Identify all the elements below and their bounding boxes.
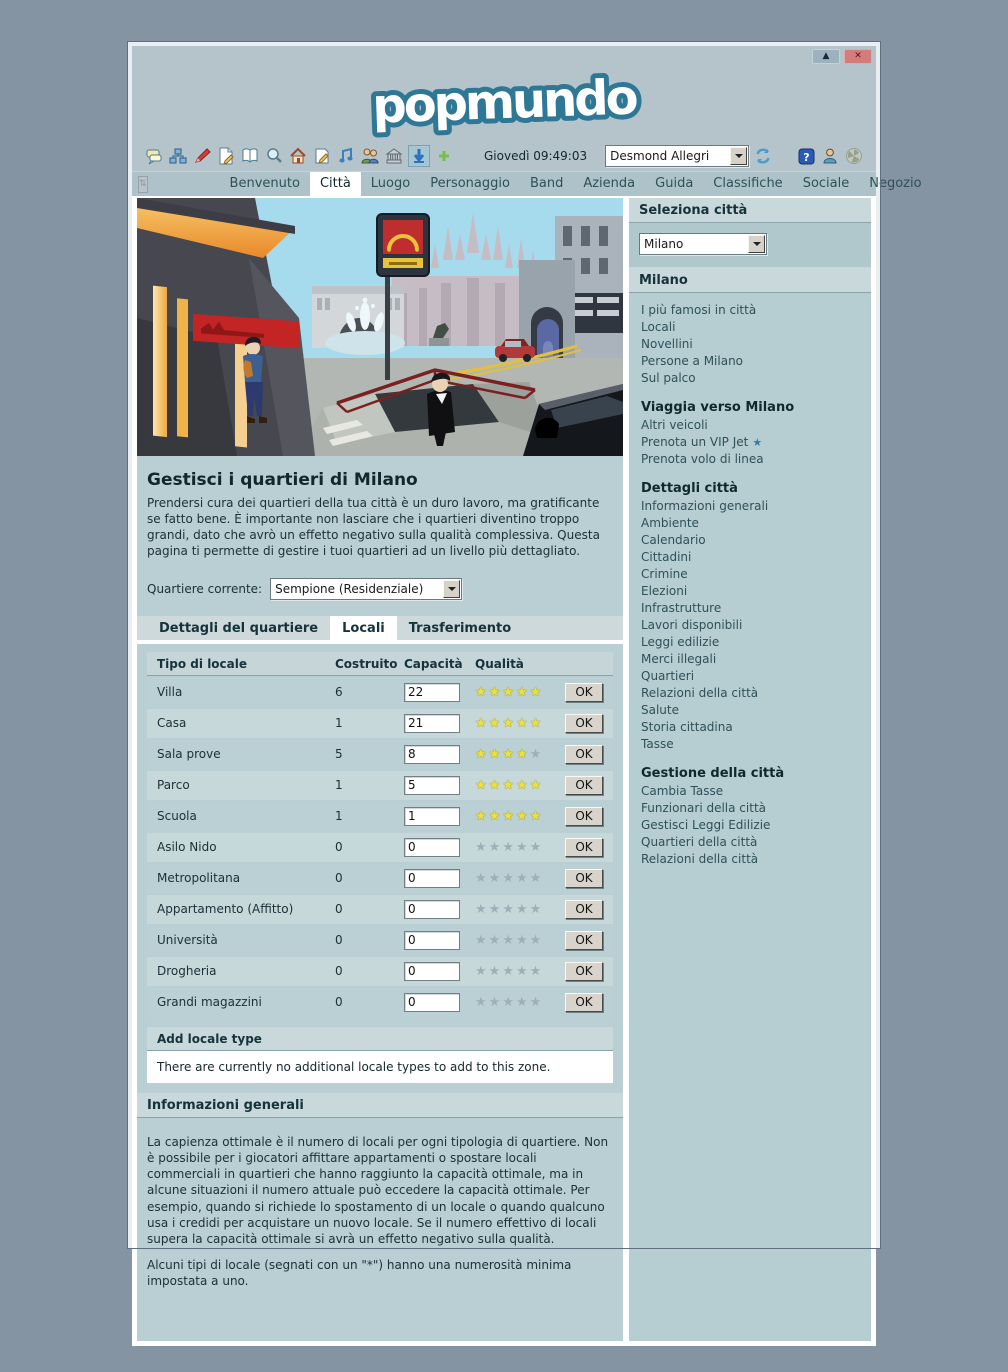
locale-table	[147, 652, 613, 1017]
sidebar-link-persone-a-milano[interactable]: Persone a Milano	[641, 353, 744, 368]
document-icon[interactable]	[216, 146, 236, 166]
quality-stars	[475, 717, 564, 730]
sidebar-link-funzionari-della-città[interactable]: Funzionari della città	[641, 800, 767, 815]
nav-tab-benvenuto[interactable]: Benvenuto	[229, 176, 300, 191]
nav-tab-personaggio[interactable]: Personaggio	[430, 176, 510, 191]
built-count: 0	[335, 964, 343, 979]
built-count: 5	[335, 747, 343, 762]
star-empty-icon: ★	[488, 901, 503, 917]
star-filled-icon: ★	[502, 715, 516, 731]
tab-trasferimento[interactable]: Trasferimento	[408, 620, 512, 636]
locale-row	[147, 864, 613, 893]
star-empty-icon: ★	[488, 870, 503, 886]
quality-stars	[475, 903, 564, 916]
ok-button[interactable]: OK	[565, 683, 603, 702]
city-title: Milano	[629, 268, 871, 293]
sidebar-link-salute[interactable]: Salute	[641, 702, 679, 717]
tab-dettagli-del-quartiere[interactable]: Dettagli del quartiere	[159, 620, 319, 636]
star-empty-icon: ★	[529, 870, 544, 886]
star-empty-icon: ★	[502, 839, 516, 855]
star-filled-icon: ★	[488, 746, 503, 762]
capacity-input[interactable]	[404, 931, 460, 950]
star-empty-icon: ★	[475, 901, 489, 917]
capacity-input[interactable]	[404, 807, 460, 826]
star-empty-icon: ★	[475, 932, 489, 948]
info-paragraph: La capienza ottimale è il numero di locali per ogni tipologia di quartiere. Non è possibile per i giocatori affittare appartamenti o spostare locali commerciali in quartieri che hanno raggiunto la capacità ottimale, ma in alcune situazioni il numero attuale può eccedere la capacità ottimale. Per esempio, quando si richiede lo spostamento di un locale o quando qualcuno usa i credidi per acquistare un nuovo locale. Se il numero effettivo di locali supera la capacità ottimale si avrà un effetto negativo sulla qualità.	[147, 1134, 609, 1246]
quality-stars	[475, 810, 564, 823]
district-select[interactable]	[270, 578, 462, 600]
sidebar-link-sul-palco[interactable]: Sul palco	[641, 370, 696, 385]
compose-icon[interactable]	[312, 146, 332, 166]
built-count: 0	[335, 871, 343, 886]
add-icon[interactable]	[434, 146, 454, 166]
intro-text: Prendersi cura dei quartieri della tua città è un duro lavoro, ma gratificante se fatto bene. È importante non lasciare che i quartieri diventino troppo grandi, dato che avrò un effetto negativo sulla qualità complessiva. Questa pagina ti permette di gestire i tuoi quartieri ad un livello più dettagliato.	[147, 496, 600, 558]
character-select-value: Desmond Allegri	[610, 149, 710, 163]
sidebar	[629, 198, 871, 1341]
sidebar-link-altri-veicoli[interactable]: Altri veicoli	[641, 417, 708, 432]
star-filled-icon: ★	[515, 746, 530, 762]
locale-type-label: Scuola	[157, 809, 197, 824]
ok-button[interactable]: OK	[565, 869, 603, 888]
star-filled-icon: ★	[488, 684, 503, 700]
star-empty-icon: ★	[515, 870, 530, 886]
vip-star-icon: ★	[752, 435, 763, 449]
quality-stars	[475, 934, 564, 947]
nav-bar	[132, 171, 922, 196]
locale-type-label: Villa	[157, 685, 183, 700]
capacity-input[interactable]	[404, 900, 460, 919]
city-select[interactable]	[639, 233, 767, 255]
page-title: Gestisci i quartieri di Milano	[147, 470, 418, 490]
district-label: Quartiere corrente:	[147, 581, 263, 596]
quality-stars	[475, 996, 564, 1009]
quality-stars	[475, 841, 564, 854]
locale-type-label: Sala prove	[157, 747, 221, 762]
ok-button[interactable]: OK	[565, 714, 603, 733]
sidebar-link-storia-cittadina[interactable]: Storia cittadina	[641, 719, 733, 734]
city-illustration	[137, 198, 623, 456]
star-filled-icon: ★	[488, 777, 503, 793]
star-empty-icon: ★	[515, 932, 530, 948]
star-empty-icon: ★	[515, 963, 530, 979]
star-filled-icon: ★	[515, 684, 530, 700]
sidebar-section-title: Gestione della città	[641, 766, 785, 781]
locale-type-label: Drogheria	[157, 964, 217, 979]
quality-stars	[475, 686, 564, 699]
sidebar-link-prenota-un-vip-jet[interactable]: Prenota un VIP Jet ★	[641, 434, 763, 449]
star-empty-icon: ★	[529, 839, 544, 855]
star-empty-icon: ★	[488, 963, 503, 979]
ok-button[interactable]: OK	[565, 745, 603, 764]
info-title: Informazioni generali	[137, 1093, 623, 1118]
search-icon[interactable]	[264, 146, 284, 166]
ok-button[interactable]: OK	[565, 962, 603, 981]
built-count: 1	[335, 809, 343, 824]
nav-tab-luogo[interactable]: Luogo	[370, 176, 411, 191]
chevron-down-icon	[443, 580, 460, 598]
sidebar-link-i-più-famosi-in-città[interactable]: I più famosi in città	[641, 302, 757, 317]
sidebar-link-merci-illegali[interactable]: Merci illegali	[641, 651, 717, 666]
star-empty-icon: ★	[488, 932, 503, 948]
capacity-input[interactable]	[404, 869, 460, 888]
nav-tab-guida[interactable]: Guida	[655, 176, 694, 191]
chevron-down-icon	[730, 147, 747, 165]
locale-type-label: Metropolitana	[157, 871, 241, 886]
person-icon[interactable]	[820, 146, 840, 166]
download-icon[interactable]	[408, 145, 430, 167]
locale-row	[147, 802, 613, 831]
star-empty-icon: ★	[529, 901, 544, 917]
sidebar-section-title: Viaggia verso Milano	[641, 400, 795, 415]
locale-type-label: Appartamento (Affitto)	[157, 902, 294, 917]
svg-text:?: ?	[802, 150, 810, 164]
add-locale-title: Add locale type	[147, 1027, 613, 1051]
sidebar-link-infrastrutture[interactable]: Infrastrutture	[641, 600, 722, 615]
capacity-input[interactable]	[404, 838, 460, 857]
star-filled-icon: ★	[502, 777, 516, 793]
star-empty-icon: ★	[502, 932, 516, 948]
ok-button[interactable]: OK	[565, 807, 603, 826]
col-quality: Qualità	[475, 656, 524, 671]
capacity-input[interactable]	[404, 714, 460, 733]
built-count: 1	[335, 778, 343, 793]
titlebar	[132, 46, 876, 67]
info-text	[137, 1118, 623, 1290]
ok-button[interactable]: OK	[565, 900, 603, 919]
add-locale-message: There are currently no additional locale types to add to this zone.	[147, 1051, 613, 1083]
star-empty-icon: ★	[502, 901, 516, 917]
star-empty-icon: ★	[529, 746, 544, 762]
sidebar-link-novellini[interactable]: Novellini	[641, 336, 693, 351]
capacity-input[interactable]	[404, 776, 460, 795]
star-filled-icon: ★	[515, 715, 530, 731]
locale-table-header	[147, 652, 613, 676]
star-empty-icon: ★	[475, 963, 489, 979]
built-count: 1	[335, 716, 343, 731]
locale-type-label: Casa	[157, 716, 187, 731]
sidebar-link-relazioni-della-città[interactable]: Relazioni della città	[641, 851, 759, 866]
locale-row	[147, 740, 613, 769]
select-city-title: Seleziona città	[629, 198, 871, 223]
sidebar-link-prenota-volo-di-linea[interactable]: Prenota volo di linea	[641, 451, 764, 466]
nav-tab-sociale[interactable]: Sociale	[802, 176, 850, 191]
sidebar-link-cambia-tasse[interactable]: Cambia Tasse	[641, 783, 724, 798]
star-empty-icon: ★	[488, 839, 503, 855]
nav-tab-città[interactable]: Città	[310, 172, 361, 196]
locale-row	[147, 771, 613, 800]
capacity-input[interactable]	[404, 745, 460, 764]
star-empty-icon: ★	[475, 839, 489, 855]
toolbar	[132, 141, 876, 171]
music-note-icon[interactable]	[336, 146, 356, 166]
minimize-button[interactable]: ▲	[812, 49, 840, 64]
locale-tab-bar	[137, 616, 623, 644]
sidebar-link-locali[interactable]: Locali	[641, 319, 676, 334]
red-pen-icon[interactable]	[192, 146, 212, 166]
refresh-icon[interactable]	[753, 146, 773, 166]
popmundo-logo	[324, 68, 684, 140]
add-locale-box	[147, 1027, 613, 1083]
star-filled-icon: ★	[475, 746, 489, 762]
people-icon[interactable]	[360, 146, 380, 166]
quality-stars	[475, 779, 564, 792]
main-panel	[137, 198, 623, 1341]
col-capacity: Capacità	[404, 656, 463, 671]
sidebar-link-quartieri-della-città[interactable]: Quartieri della città	[641, 834, 758, 849]
sidebar-link-tasse[interactable]: Tasse	[641, 736, 674, 751]
sidebar-link-relazioni-della-città[interactable]: Relazioni della città	[641, 685, 759, 700]
nav-tab-azienda[interactable]: Azienda	[583, 176, 636, 191]
district-select-value: Sempione (Residenziale)	[275, 581, 424, 596]
character-select[interactable]	[605, 145, 749, 167]
star-filled-icon: ★	[529, 715, 544, 731]
star-filled-icon: ★	[502, 808, 516, 824]
locale-row	[147, 678, 613, 707]
star-filled-icon: ★	[475, 715, 489, 731]
sidebar-link-crimine[interactable]: Crimine	[641, 566, 688, 581]
chevron-down-icon	[748, 235, 765, 253]
star-filled-icon: ★	[475, 777, 489, 793]
locale-type-label: Grandi magazzini	[157, 995, 262, 1010]
sidebar-link-leggi-edilizie[interactable]: Leggi edilizie	[641, 634, 720, 649]
nav-tab-band[interactable]: Band	[529, 176, 564, 191]
star-empty-icon: ★	[475, 994, 489, 1010]
star-empty-icon: ★	[502, 994, 516, 1010]
star-filled-icon: ★	[502, 684, 516, 700]
capacity-input[interactable]	[404, 993, 460, 1012]
sidebar-section-title: Dettagli città	[641, 481, 738, 496]
quality-stars	[475, 872, 564, 885]
star-empty-icon: ★	[515, 901, 530, 917]
star-filled-icon: ★	[529, 777, 544, 793]
locale-row	[147, 957, 613, 986]
sidebar-link-informazioni-generali[interactable]: Informazioni generali	[641, 498, 769, 513]
star-filled-icon: ★	[475, 684, 489, 700]
star-filled-icon: ★	[502, 746, 516, 762]
info-paragraph: Alcuni tipi di locale (segnati con un "*") hanno una numerosità minima impostata a uno.	[147, 1258, 572, 1289]
ok-button[interactable]: OK	[565, 931, 603, 950]
close-button[interactable]: ✕	[844, 49, 872, 64]
sidebar-link-lavori-disponibili[interactable]: Lavori disponibili	[641, 617, 743, 632]
home-icon[interactable]	[288, 146, 308, 166]
star-empty-icon: ★	[488, 994, 503, 1010]
nav-tab-negozio[interactable]: Negozio	[869, 176, 922, 191]
quality-stars	[475, 965, 564, 978]
tab-locali[interactable]: Locali	[330, 616, 397, 640]
locale-type-label: Parco	[157, 778, 190, 793]
locale-row	[147, 709, 613, 738]
book-icon[interactable]	[240, 146, 260, 166]
sidebar-link-calendario[interactable]: Calendario	[641, 532, 706, 547]
star-filled-icon: ★	[515, 808, 530, 824]
ok-button[interactable]: OK	[565, 776, 603, 795]
star-filled-icon: ★	[515, 777, 530, 793]
star-filled-icon: ★	[475, 808, 489, 824]
star-empty-icon: ★	[515, 839, 530, 855]
star-empty-icon: ★	[529, 932, 544, 948]
sidebar-link-gestisci-leggi-edilizie[interactable]: Gestisci Leggi Edilizie	[641, 817, 771, 832]
star-filled-icon: ★	[529, 684, 544, 700]
locale-row	[147, 988, 613, 1017]
locale-type-label: Asilo Nido	[157, 840, 217, 855]
star-empty-icon: ★	[529, 963, 544, 979]
city-select-value: Milano	[644, 237, 684, 251]
star-empty-icon: ★	[529, 994, 544, 1010]
star-empty-icon: ★	[475, 870, 489, 886]
built-count: 0	[335, 995, 343, 1010]
locale-row	[147, 895, 613, 924]
nav-tab-bar	[220, 172, 932, 196]
nav-tab-classifiche[interactable]: Classifiche	[713, 176, 783, 191]
sidebar-link-ambiente[interactable]: Ambiente	[641, 515, 699, 530]
built-count: 6	[335, 685, 343, 700]
chat-icon[interactable]	[144, 146, 164, 166]
star-empty-icon: ★	[502, 870, 516, 886]
help-icon[interactable]	[796, 146, 816, 166]
star-filled-icon: ★	[529, 808, 544, 824]
built-count: 0	[335, 840, 343, 855]
nav-collapse-button[interactable]: ⇅	[138, 176, 148, 193]
ok-button[interactable]: OK	[565, 993, 603, 1012]
popmundo-window	[128, 42, 922, 1289]
star-filled-icon: ★	[488, 808, 503, 824]
locale-row	[147, 926, 613, 955]
quality-stars	[475, 748, 564, 761]
sidebar-link-elezioni[interactable]: Elezioni	[641, 583, 688, 598]
star-empty-icon: ★	[502, 963, 516, 979]
locale-type-label: Università	[157, 933, 218, 948]
built-count: 0	[335, 902, 343, 917]
capacity-input[interactable]	[404, 683, 460, 702]
datetime-label: Giovedì 09:49:03	[484, 149, 588, 163]
svg-text:popmundo: popmundo	[371, 69, 637, 135]
bank-icon[interactable]	[384, 146, 404, 166]
col-type: Tipo di locale	[157, 656, 248, 671]
capacity-input[interactable]	[404, 962, 460, 981]
star-filled-icon: ★	[488, 715, 503, 731]
org-chart-icon[interactable]	[168, 146, 188, 166]
fan-icon[interactable]	[844, 146, 864, 166]
built-count: 0	[335, 933, 343, 948]
sidebar-link-quartieri[interactable]: Quartieri	[641, 668, 695, 683]
ok-button[interactable]: OK	[565, 838, 603, 857]
sidebar-link-cittadini[interactable]: Cittadini	[641, 549, 692, 564]
star-empty-icon: ★	[515, 994, 530, 1010]
col-built: Costruito	[335, 656, 398, 671]
locale-row	[147, 833, 613, 862]
